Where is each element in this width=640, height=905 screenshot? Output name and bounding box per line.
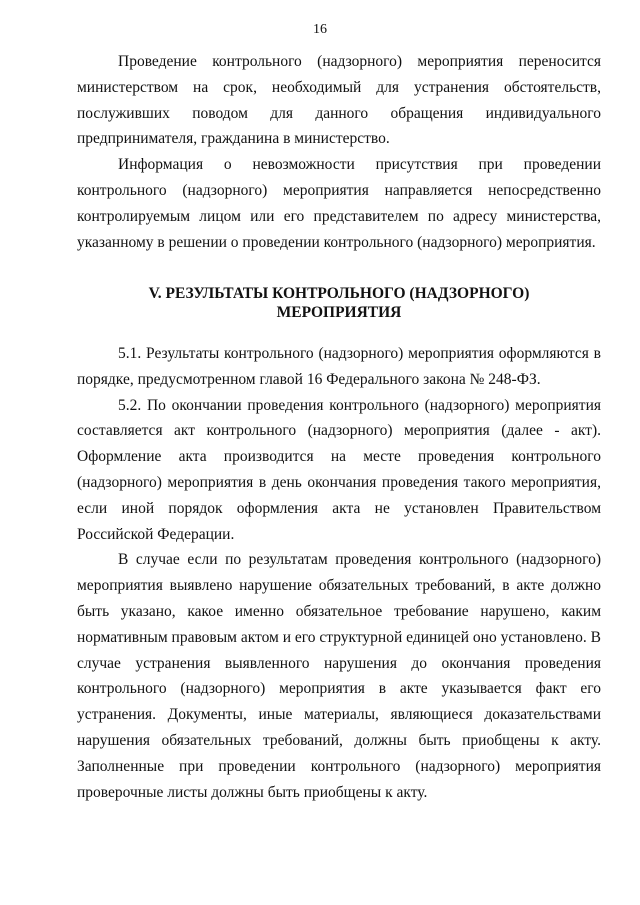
section-text-block xyxy=(77,341,601,805)
paragraph-postponement: Проведение контрольного (надзорного) мероприятия переносится министерством на срок, необходимый для устранения обстоятельств, послуживших поводом для данного обращения индивидуального предпринимателя, гражданина в министерство. xyxy=(77,53,601,148)
page-number: 16 xyxy=(313,22,327,37)
paragraph-5-2: 5.2. По окончании проведения контрольного (надзорного) мероприятия составляется акт контрольного (надзорного) мероприятия (далее - акт). Оформление акта производится на месте проведения контрольного (надзорного) мероприятия в день окончания проведения такого мероприятия, если иной порядок оформления акта не установлен Правительством Российской Федерации. xyxy=(77,396,601,543)
section-heading-line-1: V. РЕЗУЛЬТАТЫ КОНТРОЛЬНОГО (НАДЗОРНОГО) xyxy=(148,285,530,302)
paragraph-5-1: 5.1. Результаты контрольного (надзорного) мероприятия оформляются в порядке, предусмотренном главой 16 Федерального закона № 248-ФЗ. xyxy=(77,345,601,388)
section-heading-line-2: МЕРОПРИЯТИЯ xyxy=(276,304,402,321)
intro-text-block xyxy=(77,49,601,255)
paragraph-violation-act: В случае если по результатам проведения контрольного (надзорного) мероприятия выявлено нарушение обязательных требований, в акте должно быть указано, какое именно обязательное требование нарушено, каким нормативным правовым актом и его структурной единицей оно установлено. В случае устранения выявленного нарушения до окончания проведения контрольного (надзорного) мероприятия в акте указывается факт его устранения. Документы, иные материалы, являющиеся доказательствами нарушения обязательных требований, должны быть приобщены к акту. Заполненные при проведении контрольного (надзорного) мероприятия проверочные листы должны быть приобщены к акту. xyxy=(77,551,601,801)
paragraph-absence-notice: Информация о невозможности присутствия при проведении контрольного (надзорного) мероприятия направляется непосредственно контролируемым лицом или его представителем по адресу министерства, указанному в решении о проведении контрольного (надзорного) мероприятия. xyxy=(77,156,601,251)
section-heading xyxy=(77,284,601,322)
